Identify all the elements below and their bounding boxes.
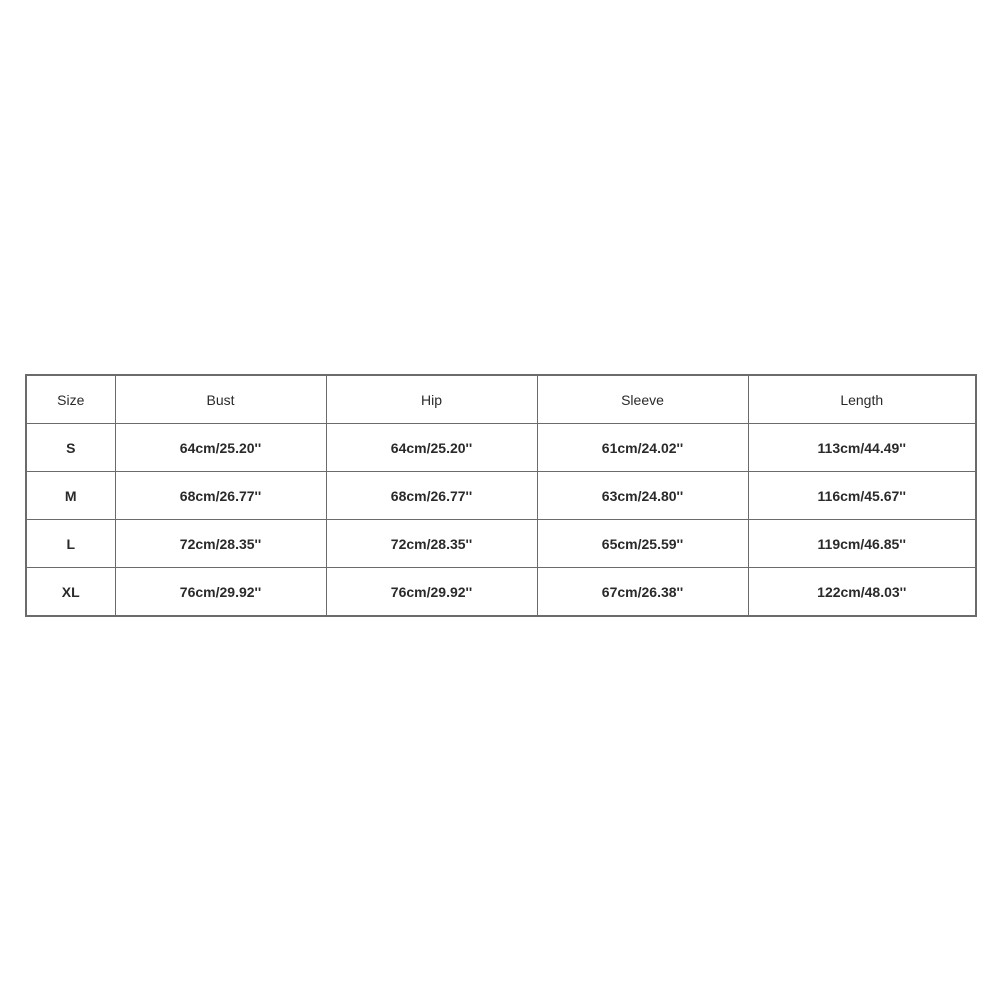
header-size: Size bbox=[26, 375, 115, 424]
sleeve-cell: 63cm/24.80'' bbox=[537, 472, 748, 520]
bust-cell: 72cm/28.35'' bbox=[115, 520, 326, 568]
size-chart-table bbox=[25, 374, 977, 617]
size-cell: XL bbox=[26, 568, 115, 617]
hip-cell: 76cm/29.92'' bbox=[326, 568, 537, 617]
table-row bbox=[26, 568, 976, 617]
bust-cell: 76cm/29.92'' bbox=[115, 568, 326, 617]
length-cell: 122cm/48.03'' bbox=[748, 568, 976, 617]
table-row bbox=[26, 472, 976, 520]
size-cell: M bbox=[26, 472, 115, 520]
size-cell: S bbox=[26, 424, 115, 472]
length-cell: 113cm/44.49'' bbox=[748, 424, 976, 472]
hip-cell: 72cm/28.35'' bbox=[326, 520, 537, 568]
header-sleeve: Sleeve bbox=[537, 375, 748, 424]
length-cell: 119cm/46.85'' bbox=[748, 520, 976, 568]
table-header-row bbox=[26, 375, 976, 424]
bust-cell: 68cm/26.77'' bbox=[115, 472, 326, 520]
size-cell: L bbox=[26, 520, 115, 568]
header-bust: Bust bbox=[115, 375, 326, 424]
length-cell: 116cm/45.67'' bbox=[748, 472, 976, 520]
table-row bbox=[26, 520, 976, 568]
sleeve-cell: 67cm/26.38'' bbox=[537, 568, 748, 617]
header-length: Length bbox=[748, 375, 976, 424]
sleeve-cell: 65cm/25.59'' bbox=[537, 520, 748, 568]
hip-cell: 68cm/26.77'' bbox=[326, 472, 537, 520]
table-row bbox=[26, 424, 976, 472]
sleeve-cell: 61cm/24.02'' bbox=[537, 424, 748, 472]
header-hip: Hip bbox=[326, 375, 537, 424]
bust-cell: 64cm/25.20'' bbox=[115, 424, 326, 472]
hip-cell: 64cm/25.20'' bbox=[326, 424, 537, 472]
